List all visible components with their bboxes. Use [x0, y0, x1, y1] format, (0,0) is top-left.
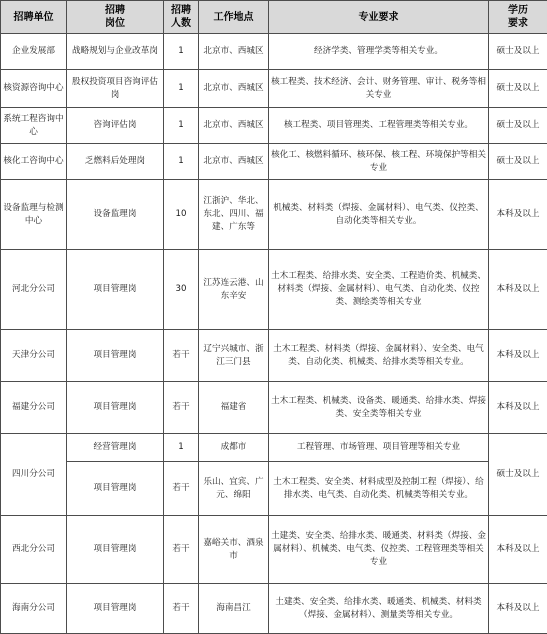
- cell-major: 机械类、材料类（焊接、金属材料）、电气类、仪控类、自动化类等相关专业。: [269, 180, 489, 250]
- header-count: 招聘 人数: [164, 1, 199, 34]
- cell-location: 北京市、西城区: [199, 70, 269, 108]
- cell-location: 福建省: [199, 382, 269, 434]
- cell-location: 成都市: [199, 434, 269, 462]
- cell-location: 乐山、宜宾、广元、绵阳: [199, 462, 269, 516]
- table-row: [1, 434, 547, 462]
- cell-education: 硕士及以上: [489, 34, 547, 70]
- cell-unit: 核化工咨询中心: [1, 144, 67, 180]
- cell-education: 硕士及以上: [489, 144, 547, 180]
- cell-major: 核工程类、技术经济、会计、财务管理、审计、税务等相关专业: [269, 70, 489, 108]
- cell-unit: 河北分公司: [1, 250, 67, 330]
- cell-count: 1: [164, 108, 199, 144]
- cell-unit: 四川分公司: [1, 434, 67, 516]
- header-unit: 招聘单位: [1, 1, 67, 34]
- table-row: [1, 382, 547, 434]
- cell-count: 10: [164, 180, 199, 250]
- table-row: [1, 34, 547, 70]
- cell-major: 经济学类、管理学类等相关专业。: [269, 34, 489, 70]
- cell-major: 土木工程类、材料类（焊接、金属材料）、安全类、电气类、自动化类、机械类、给排水类等相关专业。: [269, 330, 489, 382]
- cell-unit: 福建分公司: [1, 382, 67, 434]
- cell-location: 辽宁兴城市、浙江三门县: [199, 330, 269, 382]
- cell-unit: 设备监理与检测中心: [1, 180, 67, 250]
- cell-position: 战略规划与企业改革岗: [67, 34, 164, 70]
- cell-unit: 系统工程咨询中心: [1, 108, 67, 144]
- cell-unit: 核资源咨询中心: [1, 70, 67, 108]
- cell-position: 项目管理岗: [67, 516, 164, 584]
- cell-position: 项目管理岗: [67, 584, 164, 634]
- header-row: [1, 1, 547, 34]
- table-row: [1, 250, 547, 330]
- cell-position: 项目管理岗: [67, 382, 164, 434]
- cell-count: 1: [164, 70, 199, 108]
- cell-count: 1: [164, 144, 199, 180]
- cell-position: 乏燃料后处理岗: [67, 144, 164, 180]
- cell-position: 经营管理岗: [67, 434, 164, 462]
- cell-education: 本科及以上: [489, 250, 547, 330]
- table-row: [1, 108, 547, 144]
- cell-education: 本科及以上: [489, 330, 547, 382]
- table-row: [1, 144, 547, 180]
- cell-count: 若干: [164, 382, 199, 434]
- cell-position: 项目管理岗: [67, 250, 164, 330]
- cell-major: 工程管理、市场管理、项目管理等相关专业: [269, 434, 489, 462]
- table-row: [1, 584, 547, 634]
- cell-unit: 西北分公司: [1, 516, 67, 584]
- header-location: 工作地点: [199, 1, 269, 34]
- cell-location: 北京市、西城区: [199, 34, 269, 70]
- header-education: 学历 要求: [489, 1, 547, 34]
- cell-location: 北京市、西城区: [199, 144, 269, 180]
- cell-unit: 天津分公司: [1, 330, 67, 382]
- cell-count: 若干: [164, 330, 199, 382]
- cell-education: 硕士及以上: [489, 434, 547, 516]
- cell-count: 1: [164, 34, 199, 70]
- table-row: [1, 516, 547, 584]
- cell-position: 股权投资项目咨询评估岗: [67, 70, 164, 108]
- cell-location: 江苏连云港、山东辛安: [199, 250, 269, 330]
- cell-count: 若干: [164, 516, 199, 584]
- cell-position: 项目管理岗: [67, 462, 164, 516]
- cell-count: 1: [164, 434, 199, 462]
- header-position: 招聘 岗位: [67, 1, 164, 34]
- cell-major: 核工程类、项目管理类、工程管理类等相关专业。: [269, 108, 489, 144]
- cell-education: 本科及以上: [489, 516, 547, 584]
- cell-major: 土木工程类、机械类、设备类、暖通类、给排水类、焊接类、安全类等相关专业: [269, 382, 489, 434]
- table-row: [1, 180, 547, 250]
- cell-location: 江浙沪、华北、东北、四川、福建、广东等: [199, 180, 269, 250]
- table-row: [1, 330, 547, 382]
- cell-position: 咨询评估岗: [67, 108, 164, 144]
- cell-location: 嘉峪关市、酒泉市: [199, 516, 269, 584]
- cell-education: 本科及以上: [489, 584, 547, 634]
- cell-education: 本科及以上: [489, 180, 547, 250]
- cell-location: 北京市、西城区: [199, 108, 269, 144]
- cell-position: 设备监理岗: [67, 180, 164, 250]
- cell-education: 硕士及以上: [489, 70, 547, 108]
- cell-major: 核化工、核燃料循环、核环保、核工程、环境保护等相关专业: [269, 144, 489, 180]
- cell-location: 海南昌江: [199, 584, 269, 634]
- cell-education: 本科及以上: [489, 382, 547, 434]
- cell-count: 若干: [164, 584, 199, 634]
- cell-major: 土木工程类、给排水类、安全类、工程造价类、机械类、材料类（焊接、金属材料）、电气类、自动化类、仪控类、测绘类等相关专业: [269, 250, 489, 330]
- cell-major: 土建类、安全类、给排水类、暖通类、机械类、材料类（焊接、金属材料）、测量类等相关专业。: [269, 584, 489, 634]
- cell-major: 土木工程类、安全类、材料成型及控制工程（焊接）、给排水类、电气类、自动化类、机械类等相关专业。: [269, 462, 489, 516]
- table-row: [1, 462, 547, 516]
- cell-count: 若干: [164, 462, 199, 516]
- cell-education: 硕士及以上: [489, 108, 547, 144]
- table-row: [1, 70, 547, 108]
- cell-unit: 企业发展部: [1, 34, 67, 70]
- cell-major: 土建类、安全类、给排水类、暖通类、材料类（焊接、金属材料）、机械类、电气类、仪控类、工程管理类等相关专业: [269, 516, 489, 584]
- header-major: 专业要求: [269, 1, 489, 34]
- cell-count: 30: [164, 250, 199, 330]
- cell-unit: 海南分公司: [1, 584, 67, 634]
- cell-position: 项目管理岗: [67, 330, 164, 382]
